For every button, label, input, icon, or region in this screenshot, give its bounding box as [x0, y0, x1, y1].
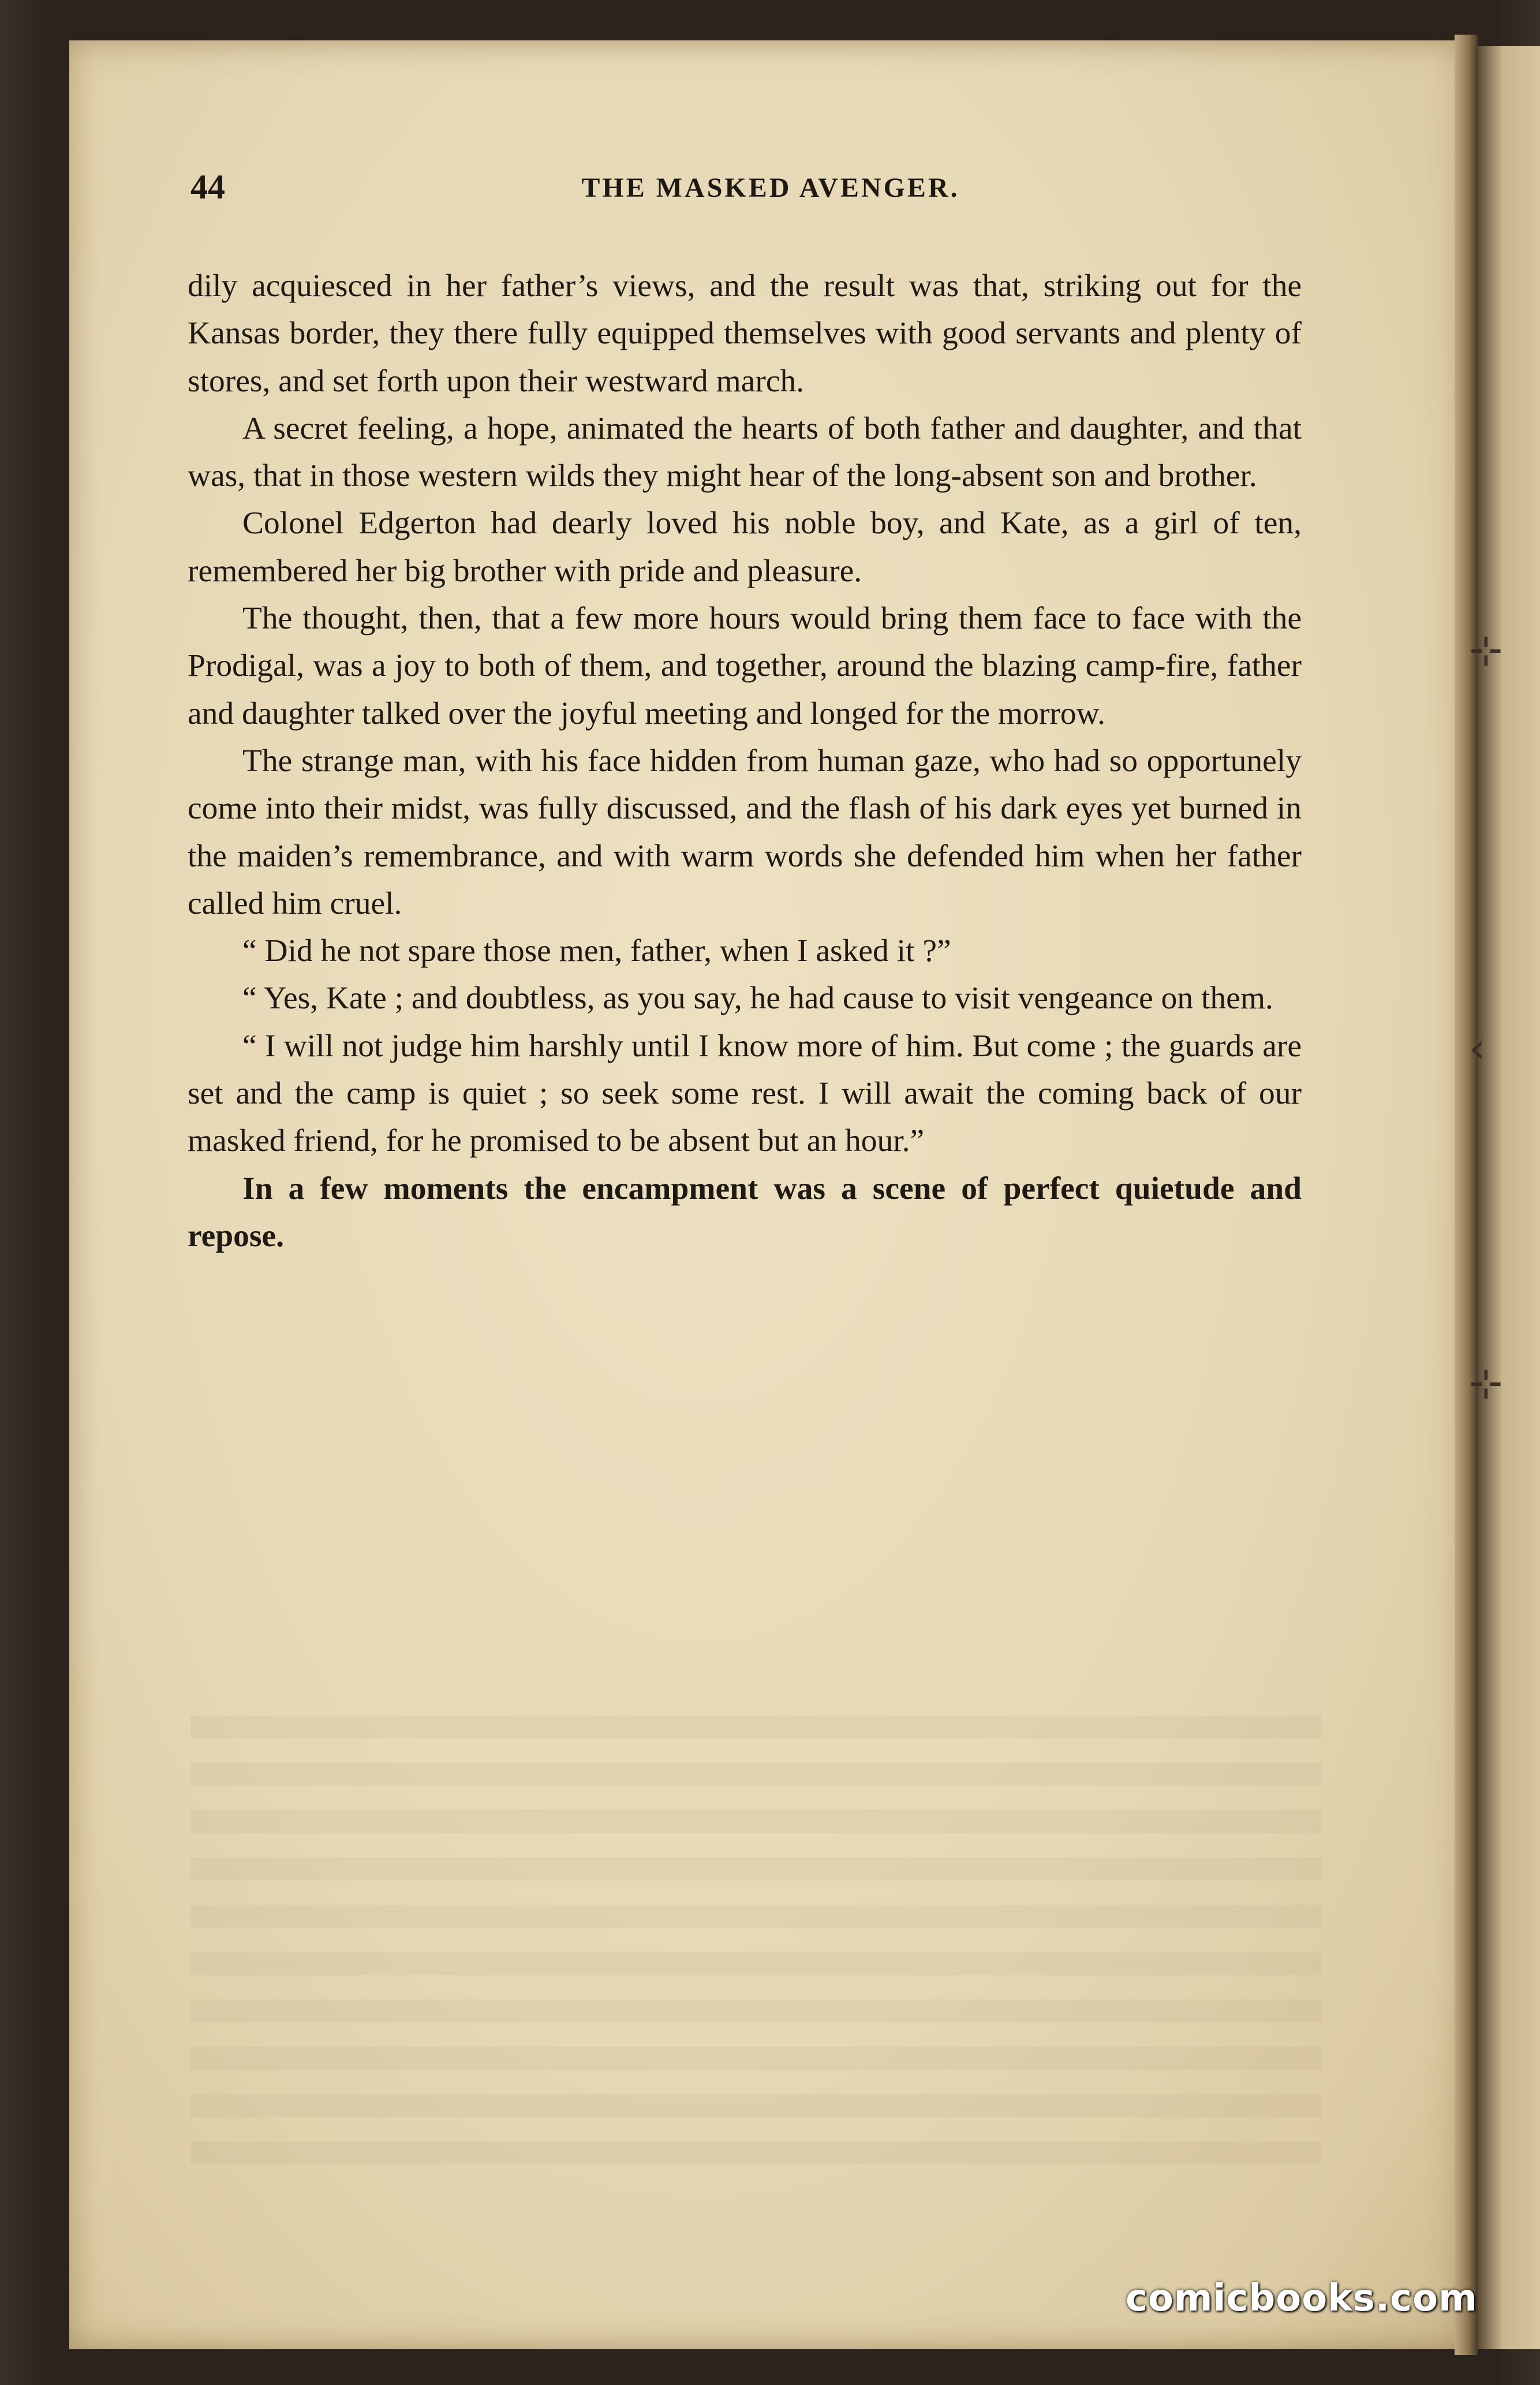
- page-header: [190, 167, 1351, 219]
- binding-stitch-icon: ⊹: [1469, 626, 1503, 674]
- paragraph: “ Did he not spare those men, father, when I asked it ?”: [242, 933, 951, 969]
- paragraph: The strange man, with his face hidden from human gaze, who had so opportunely come into their midst, was fully discussed, and the flash of his dark eyes yet burned in the maiden’s remembrance, and with warm words she defended him when her father called him cruel.: [188, 743, 1302, 921]
- watermark: comicbooks.com: [1126, 2277, 1478, 2320]
- binding-stitch-icon: ‹: [1469, 1025, 1485, 1072]
- paragraph: Colonel Edgerton had dearly loved his noble boy, and Kate, as a girl of ten, remembered her big brother with pride and pleasure.: [188, 506, 1302, 589]
- show-through-text: [190, 1703, 1322, 2165]
- binding-stitch-icon: ⊹: [1469, 1359, 1503, 1407]
- paragraph: “ I will not judge him harshly until I know more of him. But come ; the guards are set and the camp is quiet ; so seek some rest. I will await the coming back of our masked friend, for he promised to be absent but an hour.”: [188, 1028, 1302, 1159]
- binding-gutter: [1455, 35, 1478, 2355]
- paragraph: The thought, then, that a few more hours would bring them face to face with the Prodigal, was a joy to both of them, and together, around the blazing camp-fire, father and daughter talked over the joyful meeting and longed for the morrow.: [188, 601, 1302, 731]
- body-text: [188, 263, 1302, 1260]
- facing-page-edge: [1478, 46, 1540, 2349]
- paragraph: A secret feeling, a hope, animated the hearts of both father and daughter, and that was, that in those western wilds they might hear of the long-absent son and brother.: [188, 410, 1302, 494]
- page-number: 44: [190, 168, 225, 206]
- paragraph: “ Yes, Kate ; and doubtless, as you say, he had cause to visit vengeance on them.: [242, 981, 1273, 1016]
- paragraph: In a few moments the encampment was a scene of perfect quietude and repose.: [188, 1171, 1302, 1254]
- running-title: THE MASKED AVENGER.: [581, 173, 960, 203]
- paragraph: dily acquiesced in her father’s views, and the result was that, striking out for the Kansas border, they there fully equipped themselves with good servants and plenty of stores, and set forth upon their westward march.: [188, 268, 1302, 399]
